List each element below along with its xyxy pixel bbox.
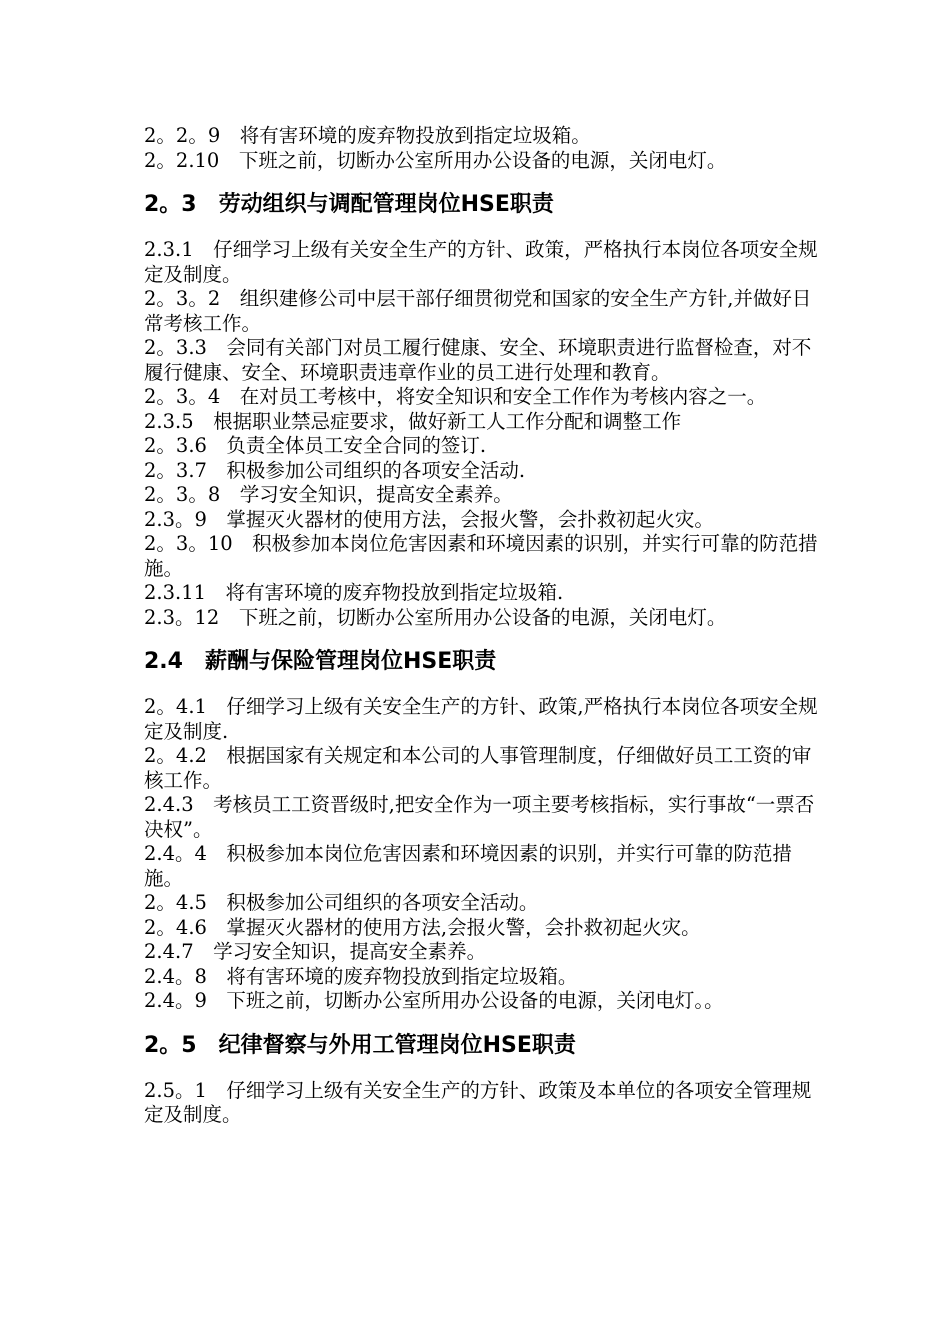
paragraph-2-4-1: 2。4.1 仔细学习上级有关安全生产的方针、政策,严格执行本岗位各项安全规定及制度.: [144, 695, 818, 743]
paragraph-2-4-3: 2.4.3 考核员工工资晋级时,把安全作为一项主要考核指标，实行事故“一票否决权”。: [144, 793, 815, 841]
paragraph-2-4-8: 2.4。8 将有害环境的废弃物投放到指定垃圾箱。: [144, 964, 578, 988]
paragraph-2-3-7: 2。3.7 积极参加公司组织的各项安全活动.: [144, 458, 526, 482]
paragraph-2-3-12: 2.3。12 下班之前，切断办公室所用办公设备的电源，关闭电灯。: [144, 605, 727, 629]
paragraph-2-4-6: 2。4.6 掌握灭火器材的使用方法,会报火警，会扑救初起火灾。: [144, 915, 701, 939]
paragraph-2-4-4: 2.4。4 积极参加本岗位危害因素和环境因素的识别，并实行可靠的防范措施。: [144, 842, 792, 890]
section-2-5: [144, 1031, 824, 1128]
document-page: [144, 124, 824, 1128]
paragraph-2-3-2: 2。3。2 组织建修公司中层干部仔细贯彻党和国家的安全生产方针,并做好日常考核工作。: [144, 287, 812, 335]
paragraph-2-3-11: 2.3.11 将有害环境的废弃物投放到指定垃圾箱.: [144, 581, 564, 604]
paragraph-2-3-4: 2。3。4 在对员工考核中，将安全知识和安全工作作为考核内容之一。: [144, 385, 767, 408]
paragraph-2-3-1: 2.3.1 仔细学习上级有关安全生产的方针、政策，严格执行本岗位各项安全规定及制度。: [144, 238, 818, 286]
paragraph-2-2-10: 2。2.10 下班之前，切断办公室所用办公设备的电源，关闭电灯。: [144, 148, 727, 172]
paragraph-2-4-7: 2.4.7 学习安全知识，提高安全素养。: [144, 940, 487, 963]
paragraph-2-4-9: 2.4。9 下班之前，切断办公室所用办公设备的电源，关闭电灯。。: [144, 989, 724, 1012]
paragraph-2-3-3: 2。3.3 会同有关部门对员工履行健康、安全、环境职责进行监督检查，对不履行健康、安全、环境职责违章作业的员工进行处理和教育。: [144, 336, 812, 384]
heading-2-4: 2.4 薪酬与保险管理岗位HSE职责: [144, 649, 497, 674]
paragraph-2-5-1: 2.5。1 仔细学习上级有关安全生产的方针、政策及本单位的各项安全管理规定及制度。: [144, 1078, 812, 1126]
section-2-2-continued: [144, 124, 824, 173]
section-2-3: [144, 190, 824, 630]
heading-2-3: 2。3 劳动组织与调配管理岗位HSE职责: [144, 192, 554, 217]
paragraph-2-3-5: 2.3.5 根据职业禁忌症要求，做好新工人工作分配和调整工作: [144, 409, 682, 433]
paragraph-2-3-10: 2。3。10 积极参加本岗位危害因素和环境因素的识别，并实行可靠的防范措施。: [144, 532, 818, 580]
heading-2-5: 2。5 纪律督察与外用工管理岗位HSE职责: [144, 1032, 576, 1058]
paragraph-2-3-6: 2。3.6 负责全体员工安全合同的签订.: [144, 434, 487, 457]
paragraph-2-3-9: 2.3。9 掌握灭火器材的使用方法，会报火警，会扑救初起火灾。: [144, 507, 714, 531]
section-2-4: [144, 647, 824, 1014]
paragraph-2-2-9: 2。2。9 将有害环境的废弃物投放到指定垃圾箱。: [144, 124, 591, 147]
paragraph-2-3-8: 2。3。8 学习安全知识，提高安全素养。: [144, 483, 513, 506]
paragraph-2-4-2: 2。4.2 根据国家有关规定和本公司的人事管理制度，仔细做好员工工资的审核工作。: [144, 744, 812, 792]
paragraph-2-4-5: 2。4.5 积极参加公司组织的各项安全活动。: [144, 891, 539, 914]
